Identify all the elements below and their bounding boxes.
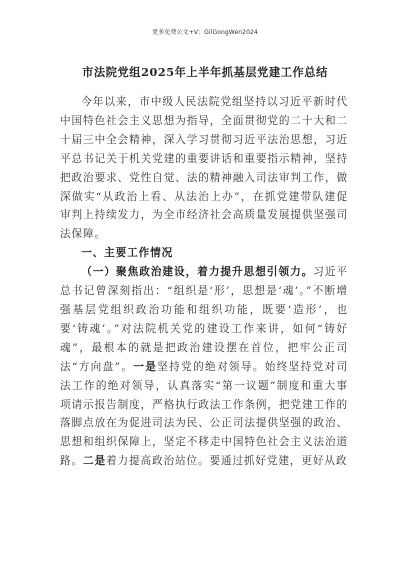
sub-heading: （一）聚焦政治建设，着力提升思想引领力。 [81,266,314,279]
paragraph-text-b: 坚持党的绝对领导。始终坚持党对司法工作的绝对领导，认真落实“第一议题”制度和重大事项请示报告制度，严格执行政法工作条例，把党建工作的落脚点放在为促进司法为民、公正司法提供坚强的政治、思想和组织保障上，坚定不移走中国特色社会主义法治道路。 [60,360,348,468]
document-title: 市法院党组2025年上半年抓基层党建工作总结 [82,65,328,79]
section-heading-text: 一、主要工作情况 [81,247,174,260]
paragraph-text-c: 着力提高政治站位。要通过抓好党建，更好从政 [106,455,348,468]
paragraph-text-a: 习近平总书记曾深刻指出：“组织是‘形’，思想是‘魂’。”不断增强基层党组织政治功能和组织功能，既要‘造形’，也要‘铸魂’。”对法院机关党的建设工作来讲，如何“铸好魂”，最根本的就是把政治建设摆在首位，把牢公正司法“方向盘”。 [60,266,349,373]
section-paragraph [60,263,348,471]
header-note: 更多免费公文+V：GilGongWen2024 [152,29,258,36]
document-body [60,93,348,471]
section-heading [60,244,348,263]
keyword-two: 二是 [83,455,106,468]
keyword-one: 一是 [133,360,158,373]
intro-paragraph: 今年以来，市中级人民法院党组坚持以习近平新时代中国特色社会主义思想为指导，全面贯彻党的二十大和二十届三中全会精神，深入学习贯彻习近平法治思想，习近平总书记关于机关党建的重要讲话和重要指示精神，坚持把政治要求、党性自觉、法的精神融入司法审判工作，做深做实“从政治上看、从法治上办”，在抓党建带队建促审判上持续发力，为全市经济社会高质量发展提供坚强司法保障。 [60,96,348,241]
